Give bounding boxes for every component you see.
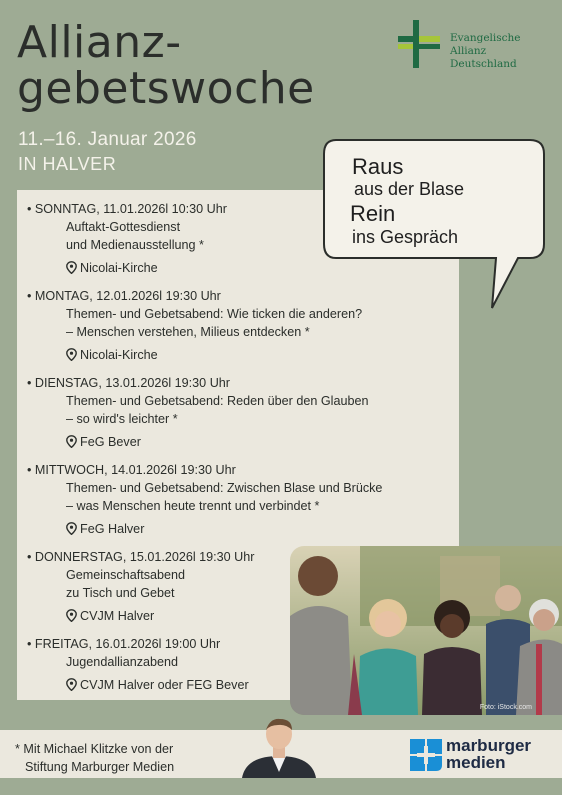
event-header: • MONTAG, 12.01.2026l 19:30 Uhr [27, 289, 221, 303]
title-line-2: gebetswoche [17, 63, 315, 114]
location-name: CVJM Halver oder FEG Bever [80, 678, 249, 692]
bubble-line-1: Raus [352, 154, 404, 179]
event-location [27, 520, 467, 538]
logo-text-line-1: Evangelische Allianz [450, 32, 521, 57]
event-date: 11.–16. Januar 2026 [18, 129, 197, 150]
bubble-line-4: ins Gespräch [352, 227, 459, 247]
event-monday [27, 287, 467, 364]
bubble-line-2: aus der Blase [354, 179, 465, 199]
event-line: – Menschen verstehen, Milieus entdecken * [66, 325, 310, 339]
event-header: • FREITAG, 16.01.2026l 19:00 Uhr [27, 637, 221, 651]
location-name: CVJM Halver [80, 609, 155, 623]
footer-note [15, 740, 174, 776]
event-line: Auftakt-Gottesdienst [66, 220, 181, 234]
event-line: Themen- und Gebetsabend: Zwischen Blase und Brücke [66, 481, 383, 495]
title-line-1: Allianz- [17, 17, 182, 68]
logo-text-line-2: Deutschland [450, 58, 517, 70]
event-line: – so wird's leichter * [66, 412, 178, 426]
footer-note-line-1: * Mit Michael Klitzke von der [15, 742, 174, 756]
marburger-medien-logo [410, 736, 555, 773]
location-pin-icon [66, 348, 77, 361]
event-sunday [27, 200, 467, 277]
cross-logo-icon [398, 18, 442, 70]
location-name: FeG Halver [80, 522, 145, 536]
people-photo-image [290, 546, 562, 715]
brand-line-1: marburger [446, 736, 532, 755]
location-pin-icon [66, 609, 77, 622]
footer-note-line-2: Stiftung Marburger Medien [25, 760, 175, 774]
bubble-line-3: Rein [350, 201, 396, 226]
event-line: Gemeinschaftsabend [66, 568, 186, 582]
event-line: und Medienausstellung * [66, 238, 204, 252]
marburger-medien-logo-icon [410, 739, 442, 771]
event-tuesday [27, 374, 467, 451]
event-location [27, 259, 467, 277]
evangelische-allianz-logo [398, 18, 548, 70]
photo-credit: Foto: iStock.com [479, 704, 532, 711]
brand-line-2: medien [446, 753, 506, 772]
event-header: • SONNTAG, 11.01.2026l 10:30 Uhr [27, 202, 227, 216]
event-header: • DONNERSTAG, 15.01.2026l 19:30 Uhr [27, 550, 255, 564]
location-pin-icon [66, 522, 77, 535]
location-pin-icon [66, 678, 77, 691]
event-location [27, 433, 467, 451]
location-name: FeG Bever [80, 435, 141, 449]
location-pin-icon [66, 261, 77, 274]
event-line: Themen- und Gebetsabend: Reden über den Glauben [66, 394, 369, 408]
event-line: zu Tisch und Gebet [66, 586, 175, 600]
event-line: Jugendallianzabend [66, 655, 179, 669]
event-wednesday [27, 461, 467, 538]
event-line: – was Menschen heute trennt und verbindet * [66, 499, 320, 513]
event-header: • MITTWOCH, 14.01.2026l 19:30 Uhr [27, 463, 236, 477]
speaker-portrait [240, 716, 318, 778]
location-name: Nicolai-Kirche [80, 261, 158, 275]
event-header: • DIENSTAG, 13.01.2026l 19:30 Uhr [27, 376, 230, 390]
event-line: Themen- und Gebetsabend: Wie ticken die anderen? [66, 307, 363, 321]
location-pin-icon [66, 435, 77, 448]
event-place: IN HALVER [18, 154, 117, 174]
event-location [27, 346, 467, 364]
group-photo [290, 546, 562, 715]
page-title [17, 17, 315, 114]
location-name: Nicolai-Kirche [80, 348, 158, 362]
